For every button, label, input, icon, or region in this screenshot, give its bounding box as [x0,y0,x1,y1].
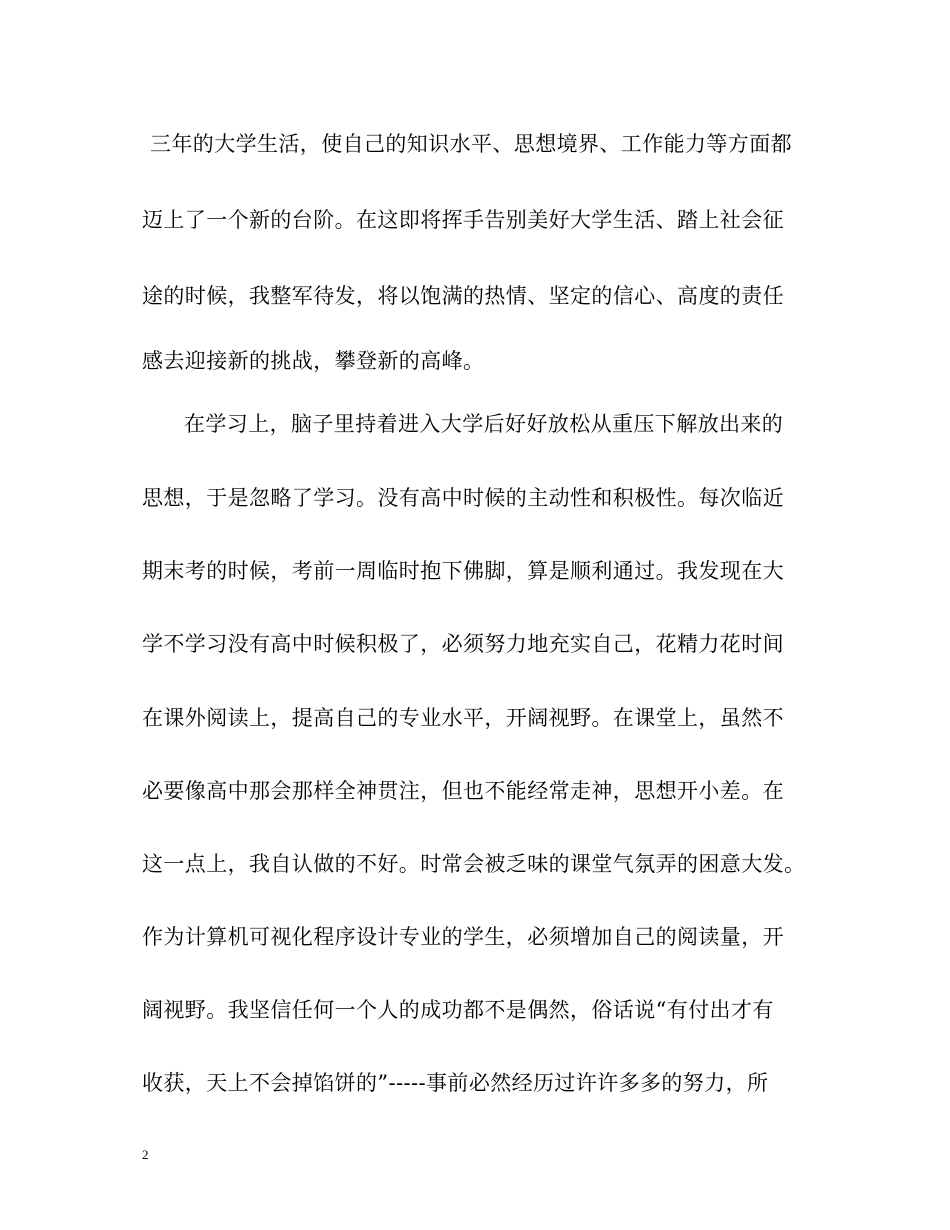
paragraph-line: 作为计算机可视化程序设计专业的学生，必须增加自己的阅读量，开 [142,925,784,949]
paragraph-line: 三年的大学生活，使自己的知识水平、思想境界、工作能力等方面都 [150,132,792,156]
paragraph-line: 阔视野。我坚信任何一个人的成功都不是偶然，俗话说“有付出才有 [142,998,774,1022]
paragraph-line: 学不学习没有高中时候积极了，必须努力地充实自己，花精力花时间 [142,632,784,656]
paragraph-line: 期末考的时候，考前一周临时抱下佛脚，算是顺利通过。我发现在大 [142,559,784,583]
paragraph-line: 感去迎接新的挑战，攀登新的高峰。 [142,349,485,373]
paragraph-line: 在课外阅读上，提高自己的专业水平，开阔视野。在课堂上，虽然不 [142,706,784,730]
paragraph-line: 收获，天上不会掉馅饼的”-----事前必然经历过许许多多的努力，所 [142,1071,769,1095]
paragraph-line: 思想，于是忽略了学习。没有高中时候的主动性和积极性。每次临近 [142,486,784,510]
paragraph-line: 这一点上，我自认做的不好。时常会被乏味的课堂气氛弄的困意大发。 [142,852,806,876]
page-number: 2 [142,1147,149,1162]
paragraph-line: 途的时候，我整军待发，将以饱满的热情、坚定的信心、高度的责任 [142,284,784,308]
paragraph-line: 必要像高中那会那样全神贯注，但也不能经常走神，思想开小差。在 [142,779,784,803]
paragraph-line: 在学习上，脑子里持着进入大学后好好放松从重压下解放出来的 [184,412,784,436]
paragraph-line: 迈上了一个新的台阶。在这即将挥手告别美好大学生活、踏上社会征 [142,208,784,232]
